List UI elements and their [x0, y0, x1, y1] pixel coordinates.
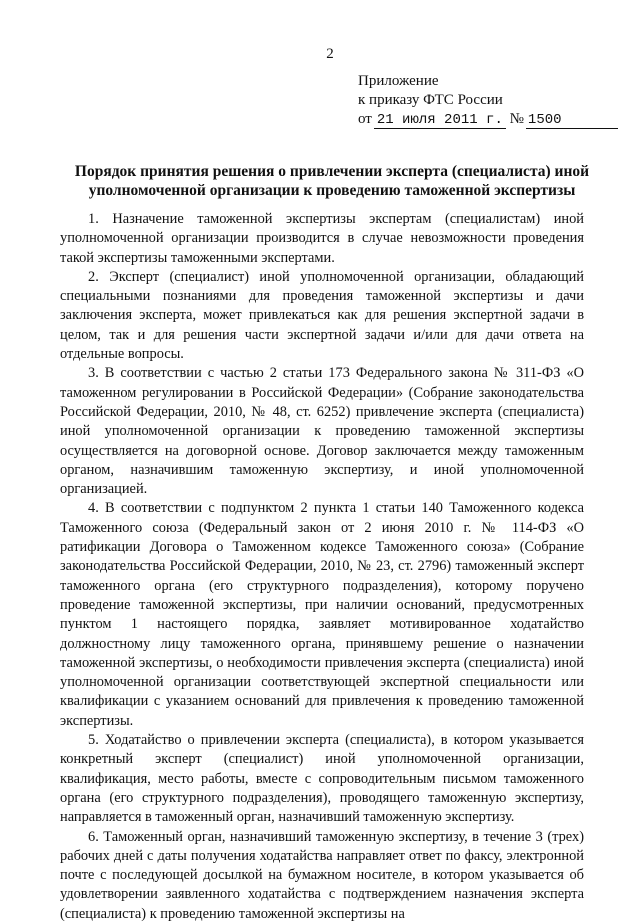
document-title: Порядок принятия решения о привлечении эксперта (специалиста) иной уполномоченной организации к проведению таможенной экспертизы — [74, 163, 590, 199]
document-body — [60, 210, 584, 924]
paragraph-2: 2. Эксперт (специалист) иной уполномоченной организации, обладающий специальными познаниями для проведения таможенной экспертизы и дачи заключения эксперта, может привлекаться как для решения экспертной задачи в целом, так и для решения части экспертной задачи и/или для дачи ответа на отдельные вопросы. — [60, 268, 584, 363]
approval-line-order: к приказу ФТС России — [358, 92, 503, 108]
number-prefix: № — [509, 111, 524, 127]
paragraph-6: 6. Таможенный орган, назначивший таможенную экспертизу, в течение 3 (трех) рабочих дней с даты получения ходатайства направляет ответ по факсу, электронной почте с последующей досылкой на бумажном носителе, в котором указывается об удовлетворении заявленного ходатайства с подтверждением назначения эксперта (специалиста) к проведению таможенной экспертизы на — [60, 828, 584, 922]
approval-line-date — [358, 110, 618, 129]
paragraph-3: 3. В соответствии с частью 2 статьи 173 Федерального закона № 311-ФЗ «О таможенном регулировании в Российской Федерации» (Собрание законодательства Российской Федерации, 2010, № 48, ст. 6252) привлечение эксперта (специалиста) иной уполномоченной организации к проведению таможенной экспертизы осуществляется на договорной основе. Договор заключается между таможенным органом, назначившим таможенную экспертизу, и иной уполномоченной организацией. — [60, 365, 584, 498]
order-date: 21 июля 2011 г. — [374, 112, 506, 129]
paragraph-1: 1. Назначение таможенной экспертизы экспертам (специалистам) иной уполномоченной организации производится в случае невозможности проведения такой экспертизы таможенными экспертами. — [60, 211, 584, 266]
order-number: 1500 — [526, 112, 618, 129]
date-prefix: от — [358, 111, 372, 127]
paragraph-4: 4. В соответствии с подпунктом 2 пункта 1 статьи 140 Таможенного кодекса Таможенного союза (Федеральный закон от 2 июня 2010 г. № 114-ФЗ «О ратификации Договора о Таможенном кодексе Таможенного союза» (Собрание законодательства Российской Федерации, 2010, № 23, ст. 2796) таможенный эксперт таможенного органа (его структурного подразделения), которому поручено проведение таможенной экспертизы, при наличии оснований, предусмотренных пунктом 1 настоящего порядка, заявляет мотивированное ходатайство должностному лицу таможенного органа, принявшему решение о назначении таможенной экспертизы, о необходимости привлечения эксперта (специалиста) иной уполномоченной организации соответствующей экспертной специальности или квалификации с указанием оснований для привлечения к проведению таможенной экспертизы. — [60, 500, 584, 729]
approval-line-appendix: Приложение — [358, 73, 439, 89]
paragraph-5: 5. Ходатайство о привлечении эксперта (специалиста), в котором указывается конкретный эксперт (специалист) иной уполномоченной организации, квалификация, место работы, вместе с сопроводительным письмом таможенного органа (его структурного подразделения), проводящего таможенную экспертизу, направляется в таможенный орган, назначивший таможенную экспертизу. — [60, 732, 584, 826]
approval-block — [358, 72, 618, 129]
page-number: 2 — [326, 46, 334, 62]
